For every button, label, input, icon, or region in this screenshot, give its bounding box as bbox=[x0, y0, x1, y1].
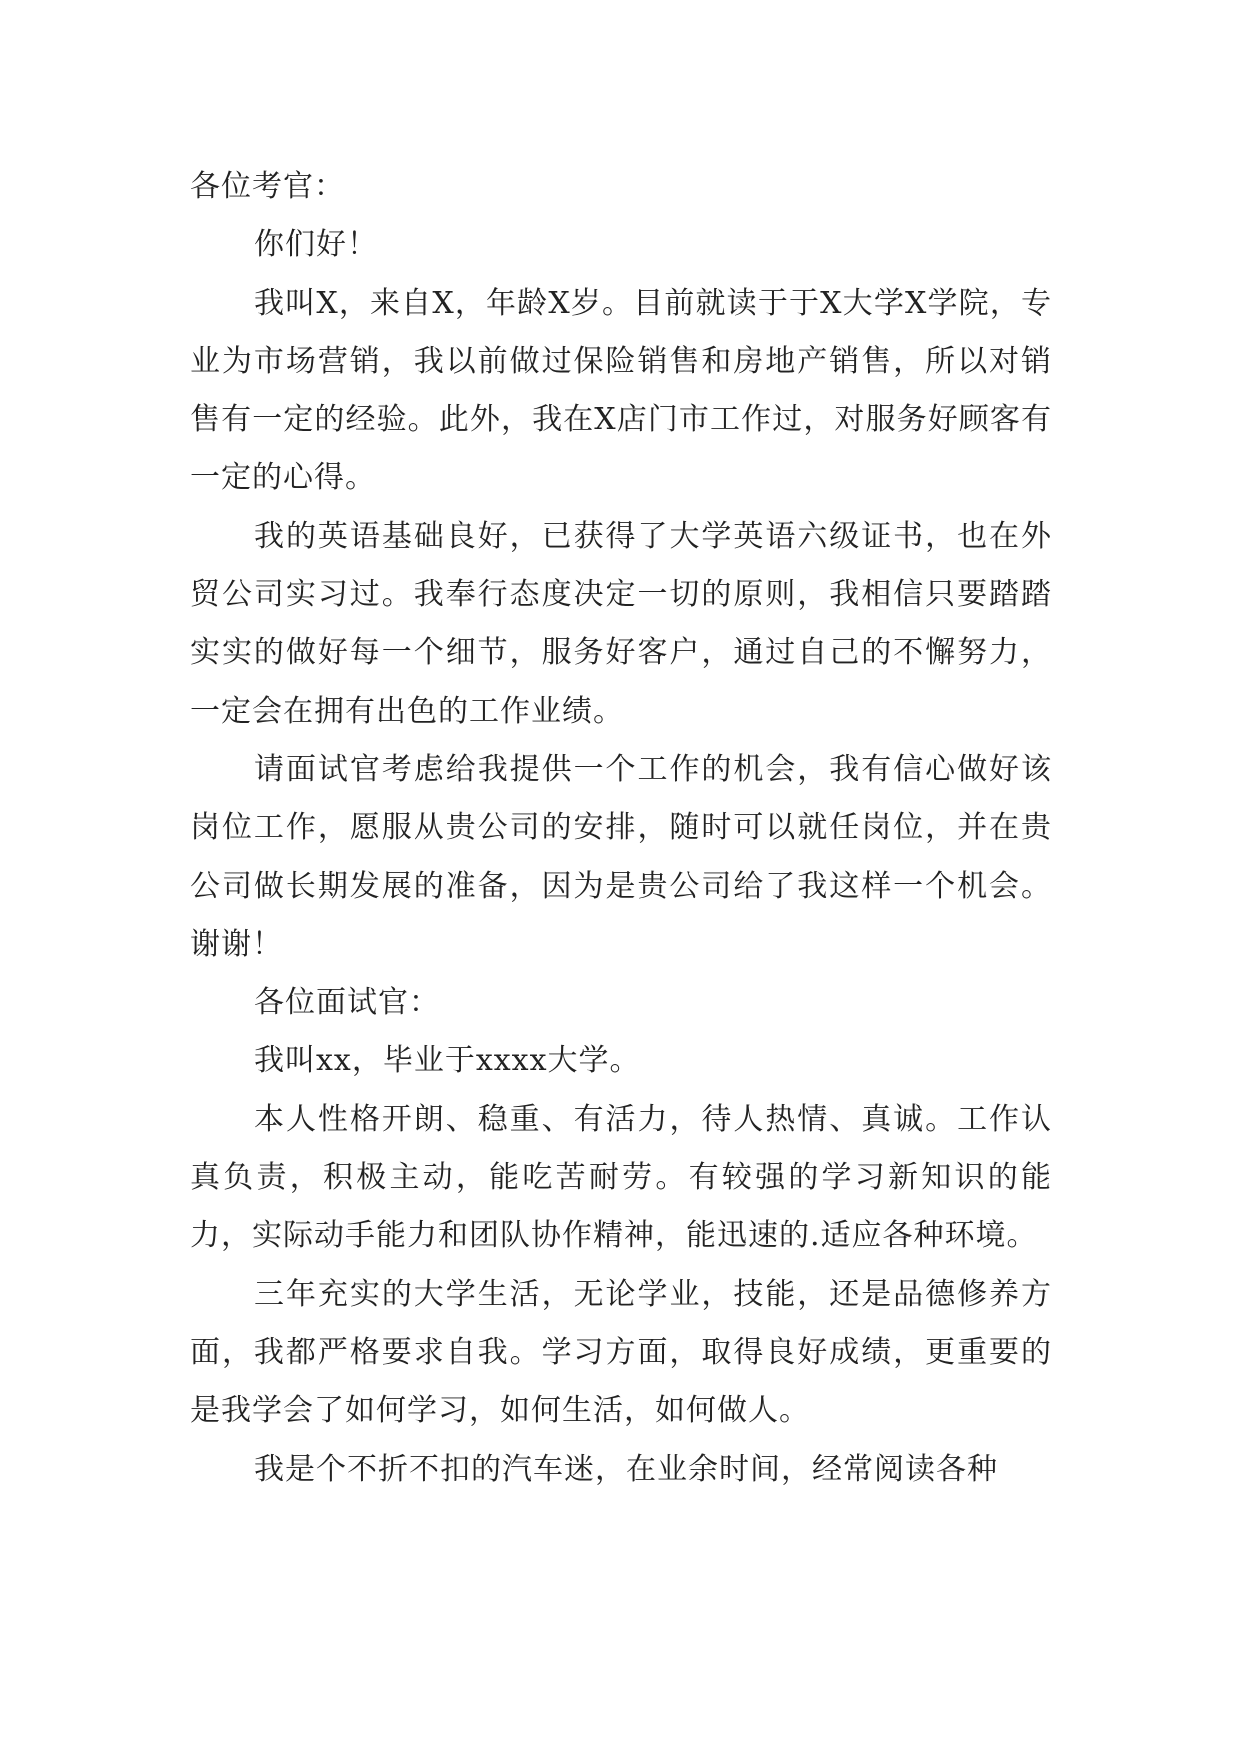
paragraph-english-skills: 我的英语基础良好，已获得了大学英语六级证书，也在外贸公司实习过。我奉行态度决定一切的原则，我相信只要踏踏实实的做好每一个细节，服务好客户，通过自己的不懈努力，一定会在拥有出色的工作业绩。 bbox=[190, 518, 1052, 729]
paragraph-hobby: 我是个不折不扣的汽车迷，在业余时间，经常阅读各种 bbox=[254, 1451, 998, 1487]
paragraph-personality: 本人性格开朗、稳重、有活力，待人热情、真诚。工作认真负责，积极主动，能吃苦耐劳。有较强的学习新知识的能力，实际动手能力和团队协作精神，能迅速的.适应各种环境。 bbox=[190, 1101, 1052, 1254]
paragraph-introduction: 我叫X，来自X，年龄X岁。目前就读于于X大学X学院，专业为市场营销，我以前做过保险销售和房地产销售，所以对销售有一定的经验。此外，我在X店门市工作过，对服务好顾客有一定的心得。 bbox=[190, 285, 1052, 496]
paragraph-request: 请面试官考虑给我提供一个工作的机会，我有信心做好该岗位工作，愿服从贵公司的安排，随时可以就任岗位，并在贵公司做长期发展的准备，因为是贵公司给了我这样一个机会。谢谢！ bbox=[190, 751, 1052, 962]
paragraph-second-salutation: 各位面试官： bbox=[254, 985, 440, 1021]
paragraph-greeting: 你们好！ bbox=[254, 227, 378, 263]
paragraph-college-life: 三年充实的大学生活，无论学业，技能，还是品德修养方面，我都严格要求自我。学习方面，取得良好成绩，更重要的是我学会了如何学习，如何生活，如何做人。 bbox=[190, 1276, 1052, 1429]
document-body bbox=[190, 158, 1052, 1499]
salutation: 各位考官： bbox=[190, 169, 345, 204]
paragraph-name-school: 我叫xx，毕业于xxxx大学。 bbox=[254, 1043, 641, 1079]
